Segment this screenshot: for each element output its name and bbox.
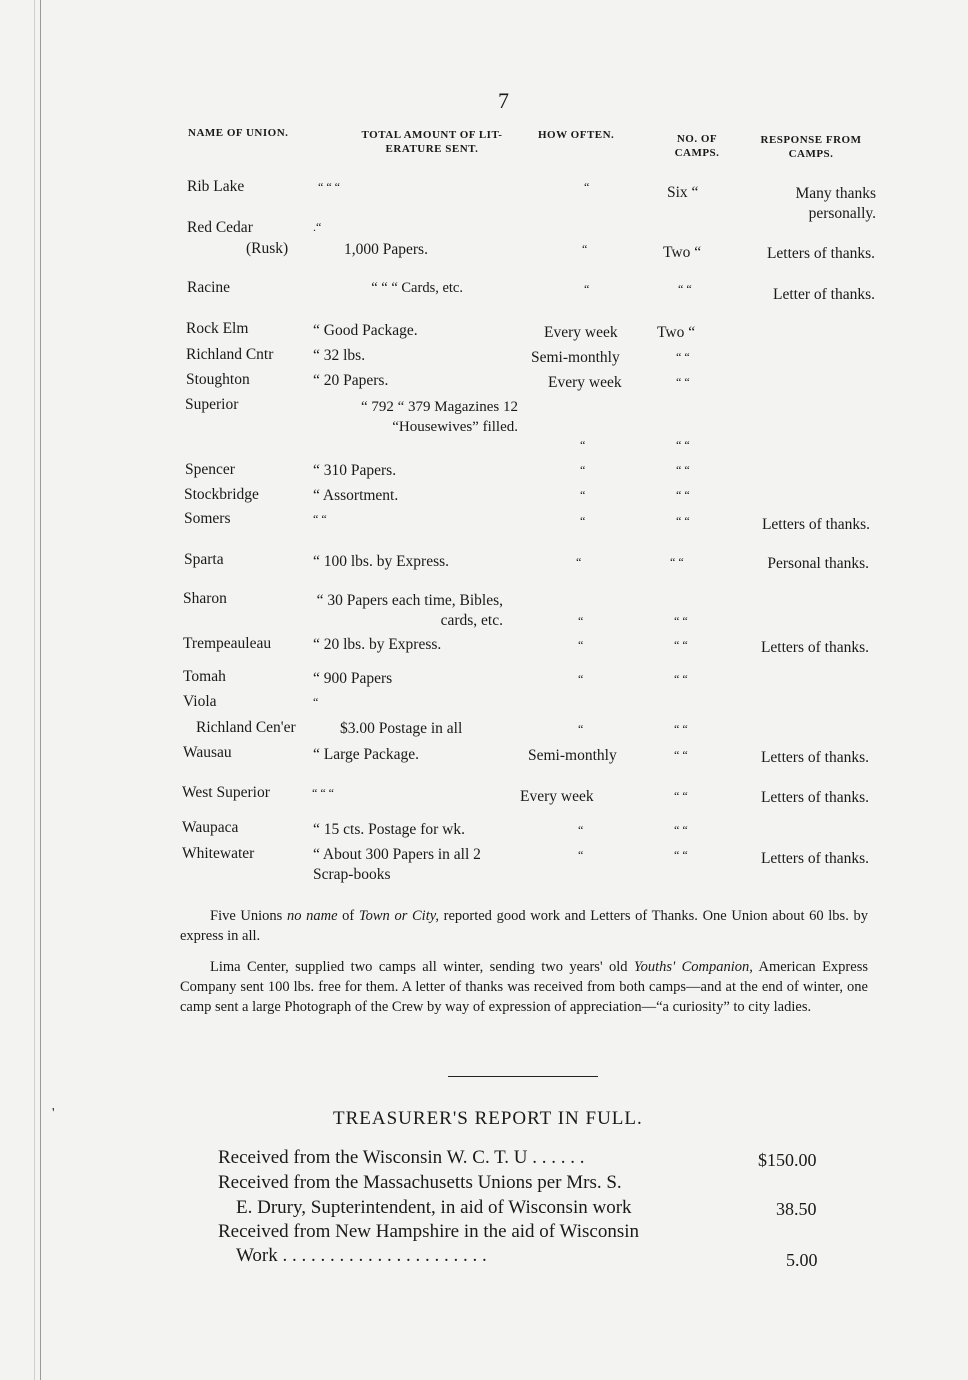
literature-amount: 1,000 Papers.	[344, 241, 428, 258]
ditto-marks: “ “	[313, 512, 327, 526]
ditto-mark: “	[313, 695, 319, 709]
ditto-marks: “ “	[674, 672, 688, 686]
header-total: TOTAL AMOUNT OF LIT- ERATURE SENT.	[361, 129, 503, 155]
ditto-marks: “ “	[674, 614, 688, 628]
union-name: Red Cedar	[187, 219, 253, 236]
union-name: (Rusk)	[246, 240, 289, 257]
page-edge	[40, 0, 41, 1380]
report-amount: 5.00	[786, 1250, 818, 1270]
camps-count: Two “	[657, 324, 696, 341]
response-text: Letters of thanks.	[761, 516, 870, 533]
ditto-mark: “	[580, 463, 586, 477]
literature-amount: “ Assortment.	[313, 487, 399, 504]
ditto-marks: “ “	[670, 555, 684, 569]
literature-amount: “ 20 lbs. by Express.	[313, 636, 442, 653]
ditto-mark: “	[582, 242, 588, 256]
ditto-mark: “	[578, 672, 584, 686]
ditto-marks: “ “	[676, 350, 690, 364]
response-text: Letters of thanks.	[760, 789, 869, 806]
ditto-marks: “ “	[674, 748, 688, 762]
how-often: Semi-monthly	[531, 349, 620, 366]
union-name: Whitewater	[182, 845, 255, 862]
union-name: Racine	[187, 279, 231, 296]
ditto-marks: “ “	[676, 514, 690, 528]
ditto-mark: “	[580, 438, 586, 452]
literature-amount: “ 100 lbs. by Express.	[313, 553, 450, 570]
ditto-mark: “	[580, 488, 586, 502]
literature-amount: “ Large Package.	[313, 746, 420, 763]
how-often: Every week	[520, 788, 594, 805]
ditto-mark: “	[578, 638, 584, 652]
ditto-marks: “ “	[674, 638, 688, 652]
report-line: Received from the Wisconsin W. C. T. U . . . . . .	[218, 1147, 585, 1168]
page-number: 7	[498, 88, 509, 113]
section-divider	[448, 1076, 598, 1077]
ditto-mark: “	[578, 823, 584, 837]
union-name: Spencer	[185, 461, 235, 478]
union-name: Richland Cen'er	[196, 719, 296, 736]
literature-amount: “ 15 cts. Postage for wk.	[313, 821, 465, 838]
ditto-mark: “	[584, 180, 590, 194]
how-often: Every week	[544, 324, 618, 341]
response-text: Letters of thanks.	[760, 850, 869, 867]
camps-count: Two “	[663, 244, 702, 261]
response-text: Many thanks personally.	[795, 185, 876, 222]
report-line: Work . . . . . . . . . . . . . . . . . . . . . .	[236, 1245, 487, 1266]
literature-amount: $3.00 Postage in all	[340, 720, 463, 737]
how-often: Every week	[548, 374, 622, 391]
union-name: Rock Elm	[186, 320, 249, 337]
ditto-marks: “ “ “	[318, 180, 340, 194]
literature-amount: “ 900 Papers	[313, 670, 393, 687]
union-name: Richland Cntr	[186, 346, 274, 363]
ditto-marks: “ “	[674, 848, 688, 862]
ditto-marks: “ “	[678, 282, 692, 296]
union-name: Waupaca	[182, 819, 239, 836]
ditto-mark: “	[578, 848, 584, 862]
union-name: Stoughton	[186, 371, 250, 388]
ditto-mark: “	[578, 722, 584, 736]
header-response: RESPONSE FROM CAMPS.	[760, 134, 862, 160]
union-name: Sharon	[183, 590, 227, 607]
ditto-marks: “ “	[674, 789, 688, 803]
ditto-marks: “ “	[676, 488, 690, 502]
response-text: Personal thanks.	[767, 555, 869, 572]
stray-mark: '	[52, 1106, 55, 1121]
union-name: Tomah	[183, 668, 226, 685]
literature-amount: “ 792 “ 379 Magazines 12 “Housewives” filled.	[360, 399, 518, 435]
response-text: Letters of thanks.	[760, 639, 869, 656]
union-name: Somers	[184, 510, 231, 527]
literature-amount: “ “ “ Cards, etc.	[371, 280, 463, 296]
paragraph-lima-center: Lima Center, supplied two camps all winter, sending two years' old Youths' Companion, American Express Company sent 100 lbs. free for them. A letter of thanks was received from both camps—and at the end of winter, one camp sent a large Photograph of the Crew by way of expression of appreciation—“a curiosity” to city ladies.	[180, 959, 868, 1015]
ditto-marks: “ “	[674, 722, 688, 736]
report-line: Received from the Massachusetts Unions per Mrs. S.	[218, 1172, 622, 1193]
union-name: Stockbridge	[184, 486, 259, 503]
literature-amount: “ 32 lbs.	[313, 347, 366, 364]
header-union: NAME OF UNION.	[188, 127, 289, 139]
response-text: Letters of thanks.	[766, 245, 875, 262]
camps-count: Six “	[667, 184, 699, 201]
literature-amount: “ Good Package.	[313, 322, 418, 339]
literature-amount: “ 310 Papers.	[313, 462, 397, 479]
report-amount: 38.50	[776, 1199, 817, 1219]
response-text: Letter of thanks.	[772, 286, 875, 303]
literature-amount: “ 30 Papers each time, Bibles, cards, etc.	[316, 592, 503, 629]
union-name: Viola	[183, 693, 217, 710]
ditto-mark: “	[584, 282, 590, 296]
union-name: Wausau	[183, 744, 232, 761]
response-text: Letters of thanks.	[760, 749, 869, 766]
ditto-mark: “	[576, 555, 582, 569]
ditto-mark: .“	[313, 220, 322, 234]
report-line: Received from New Hampshire in the aid of Wisconsin	[218, 1221, 639, 1242]
report-amount: $150.00	[758, 1150, 817, 1170]
union-name: Rib Lake	[187, 178, 245, 195]
treasurer-report-title: TREASURER'S REPORT IN FULL.	[333, 1108, 643, 1129]
ditto-mark: “	[580, 514, 586, 528]
union-name: Trempeauleau	[183, 635, 272, 652]
how-often: Semi-monthly	[528, 747, 617, 764]
union-name: Superior	[185, 396, 239, 413]
ditto-marks: “ “ “	[312, 786, 334, 800]
ditto-marks: “ “	[676, 463, 690, 477]
ditto-marks: “ “	[676, 438, 690, 452]
union-name: West Superior	[182, 784, 270, 801]
report-line: E. Drury, Supterintendent, in aid of Wisconsin work	[236, 1197, 632, 1218]
literature-amount: “ About 300 Papers in all 2 Scrap-books	[313, 846, 481, 883]
page-edge-shadow	[34, 0, 35, 1380]
header-how-often: HOW OFTEN.	[538, 129, 615, 141]
paragraph-five-unions: Five Unions no name of Town or City, reported good work and Letters of Thanks. One Union about 60 lbs. by express in all.	[180, 908, 868, 944]
ditto-marks: “ “	[676, 375, 690, 389]
union-name: Sparta	[184, 551, 224, 568]
header-camps: NO. OF CAMPS.	[674, 133, 720, 159]
ditto-marks: “ “	[674, 823, 688, 837]
ditto-mark: “	[578, 614, 584, 628]
literature-amount: “ 20 Papers.	[313, 372, 389, 389]
